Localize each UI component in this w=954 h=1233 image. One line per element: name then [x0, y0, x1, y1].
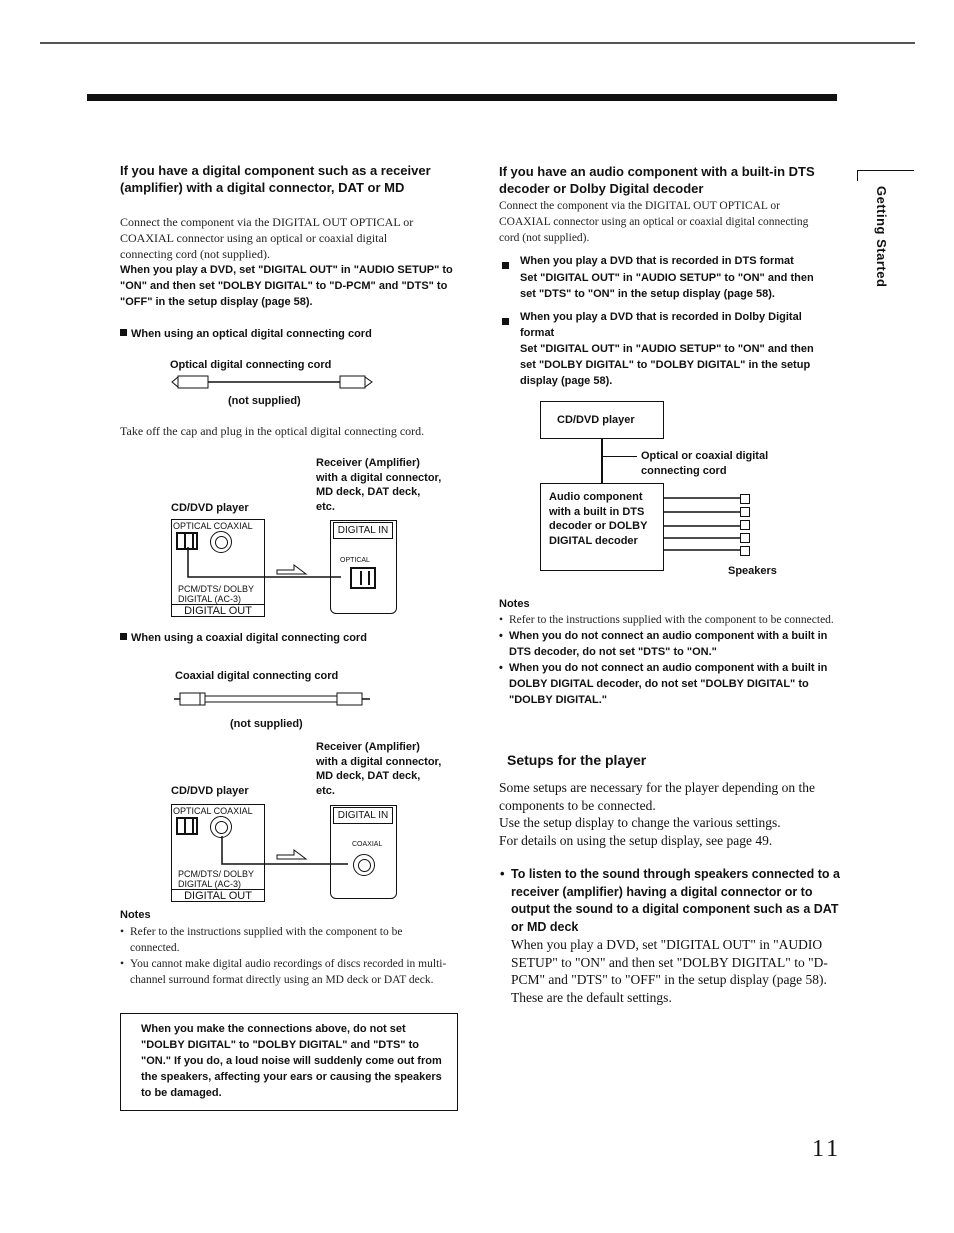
optical-instruction: Take off the cap and plug in the optical digital connecting cord. — [120, 424, 425, 438]
coaxial-subheading — [120, 630, 450, 646]
speaker-icon — [740, 507, 750, 517]
side-tab-bracket — [857, 170, 914, 181]
side-tab-label: Getting Started — [874, 186, 889, 288]
coaxial-pcm-label: PCM/DTS/ DOLBY DIGITAL (AC-3) — [178, 869, 254, 889]
optical-cord-label: Optical digital connecting cord — [170, 359, 332, 371]
coaxial-digital-out-label: DIGITAL OUT — [171, 889, 265, 902]
optical-digital-out-label: DIGITAL OUT — [171, 604, 265, 617]
coaxial-jack-labels: OPTICAL COAXIAL — [173, 806, 253, 816]
warning-text: When you make the connections above, do not set "DOLBY DIGITAL" to "DOLBY DIGITAL" and "DTS" to "ON." If you do, a loud noise will suddenly come out from the speakers, affecting your ears or causing the speakers to be damaged. — [141, 1023, 442, 1099]
optical-input-type-label: OPTICAL — [340, 557, 370, 564]
left-notes-title: Notes — [120, 909, 151, 921]
optical-cable-line — [186, 545, 346, 585]
optical-input-port-icon — [350, 567, 376, 589]
diagram-speakers-label: Speakers — [728, 565, 777, 577]
list-item: • Refer to the instructions supplied with the component to be connected. — [499, 612, 839, 628]
warning-box — [120, 1013, 458, 1111]
optical-cord-icon — [170, 372, 375, 392]
diagram-cord-leader — [603, 456, 637, 457]
dts-body: Set "DIGITAL OUT" in "AUDIO SETUP" to "ON" and then set "DTS" to "ON" in the setup display (page 58). — [520, 272, 814, 300]
square-bullet-icon — [120, 633, 127, 640]
optical-subheading-text: When using an optical digital connecting cord — [131, 328, 372, 340]
diagram-cord-line — [601, 439, 603, 483]
setups-line: Some setups are necessary for the player depending on the components to be connected. — [499, 780, 816, 813]
speaker-icon — [740, 494, 750, 504]
list-item: • When you do not connect an audio component with a built in DTS decoder, do not set "DTS" to "ON." — [499, 628, 839, 660]
diagram-component-label: Audio component with a built in DTS decoder or DOLBY DIGITAL decoder — [549, 491, 648, 547]
diagram-cord-label: Optical or coaxial digital connecting cord — [641, 450, 769, 477]
list-item: • When you do not connect an audio component with a built in DOLBY DIGITAL decoder, do not set "DOLBY DIGITAL" to "DOLBY DIGITAL." — [499, 660, 839, 708]
optical-player-label: CD/DVD player — [171, 502, 249, 514]
square-bullet-icon — [502, 262, 509, 269]
coaxial-cord-icon — [172, 689, 377, 709]
right-intro: Connect the component via the DIGITAL OUT OPTICAL or COAXIAL connector using an optical or coaxial digital connecting cord (not supplied). — [499, 200, 809, 244]
diagram-player-label: CD/DVD player — [557, 414, 635, 426]
coaxial-subheading-text: When using a coaxial digital connecting cord — [131, 632, 367, 644]
optical-receiver-label: Receiver (Amplifier) with a digital connector, MD deck, DAT deck, etc. — [316, 457, 442, 513]
bullet-dot: • — [500, 866, 505, 881]
right-notes-list — [499, 612, 839, 708]
optical-not-supplied: (not supplied) — [228, 395, 301, 407]
scan-edge-line — [40, 42, 915, 44]
bullet-heading: To listen to the sound through speakers connected to a receiver (amplifier) having a digital connector or to output the sound to a digital component such as a DAT or MD deck — [511, 867, 840, 934]
list-item: • Refer to the instructions supplied with the component to be connected. — [120, 924, 452, 956]
setups-line: Use the setup display to change the various settings. — [499, 815, 781, 830]
coaxial-not-supplied: (not supplied) — [230, 718, 303, 730]
setups-body — [499, 779, 829, 849]
diagram-component-box — [540, 483, 664, 571]
speaker-icon — [740, 520, 750, 530]
right-notes-title: Notes — [499, 598, 530, 610]
optical-digital-in-label: DIGITAL IN — [333, 522, 393, 539]
optical-pcm-label: PCM/DTS/ DOLBY DIGITAL (AC-3) — [178, 584, 254, 604]
coaxial-input-type-label: COAXIAL — [352, 841, 383, 848]
coaxial-digital-in-label: DIGITAL IN — [333, 807, 393, 824]
left-heading: If you have a digital component such as a receiver (amplifier) with a digital connector, DAT or MD — [120, 163, 431, 195]
coaxial-cord-label: Coaxial digital connecting cord — [175, 670, 339, 682]
optical-output-port-icon — [176, 817, 198, 835]
dts-title: When you play a DVD that is recorded in DTS format — [520, 255, 794, 267]
square-bullet-icon — [120, 329, 127, 336]
dolby-square-bullet — [502, 313, 513, 331]
dolby-body: Set "DIGITAL OUT" in "AUDIO SETUP" to "ON" and then set "DOLBY DIGITAL" to "DOLBY DIGITAL" in the setup display (page 58). — [520, 343, 814, 387]
page-number: 11 — [812, 1136, 842, 1162]
dolby-title: When you play a DVD that is recorded in Dolby Digital format — [520, 311, 802, 339]
right-heading: If you have an audio component with a built-in DTS decoder or Dolby Digital decoder — [499, 164, 815, 196]
coaxial-receiver-label: Receiver (Amplifier) with a digital connector, MD deck, DAT deck, etc. — [316, 741, 442, 797]
speaker-icon — [740, 533, 750, 543]
optical-subheading — [120, 326, 450, 342]
setups-line: For details on using the setup display, see page 49. — [499, 832, 773, 848]
left-dvd-note: When you play a DVD, set "DIGITAL OUT" in "AUDIO SETUP" to "ON" and then set "DOLBY DIGITAL" to "D-PCM" and "DTS" to "OFF" in the setup display (page 58). — [120, 264, 453, 308]
setups-heading: Setups for the player — [507, 752, 647, 768]
diagram-player-box — [540, 401, 664, 439]
left-notes-list — [120, 924, 452, 988]
coaxial-player-label: CD/DVD player — [171, 785, 249, 797]
speaker-icon — [740, 546, 750, 556]
list-item: • You cannot make digital audio recordings of discs recorded in multi-channel surround format directly using an MD deck or DAT deck. — [120, 956, 452, 988]
left-intro: Connect the component via the DIGITAL OUT OPTICAL or COAXIAL connector using an optical or coaxial digital connecting cord (not supplied). — [120, 215, 414, 261]
optical-signal-arrow-icon — [276, 563, 308, 577]
coaxial-signal-arrow-icon — [276, 848, 308, 862]
optical-jack-labels: OPTICAL COAXIAL — [173, 521, 253, 531]
bullet-body: When you play a DVD, set "DIGITAL OUT" in "AUDIO SETUP" to "ON" and then set "DOLBY DIGITAL" to "D-PCM" and "DTS" to "OFF" in the setup display (page 58). These are the default settings. — [511, 937, 828, 1005]
square-bullet-icon — [502, 318, 509, 325]
header-rule — [87, 94, 837, 101]
dts-square-bullet — [502, 257, 513, 275]
coaxial-input-jack-icon — [353, 854, 375, 876]
